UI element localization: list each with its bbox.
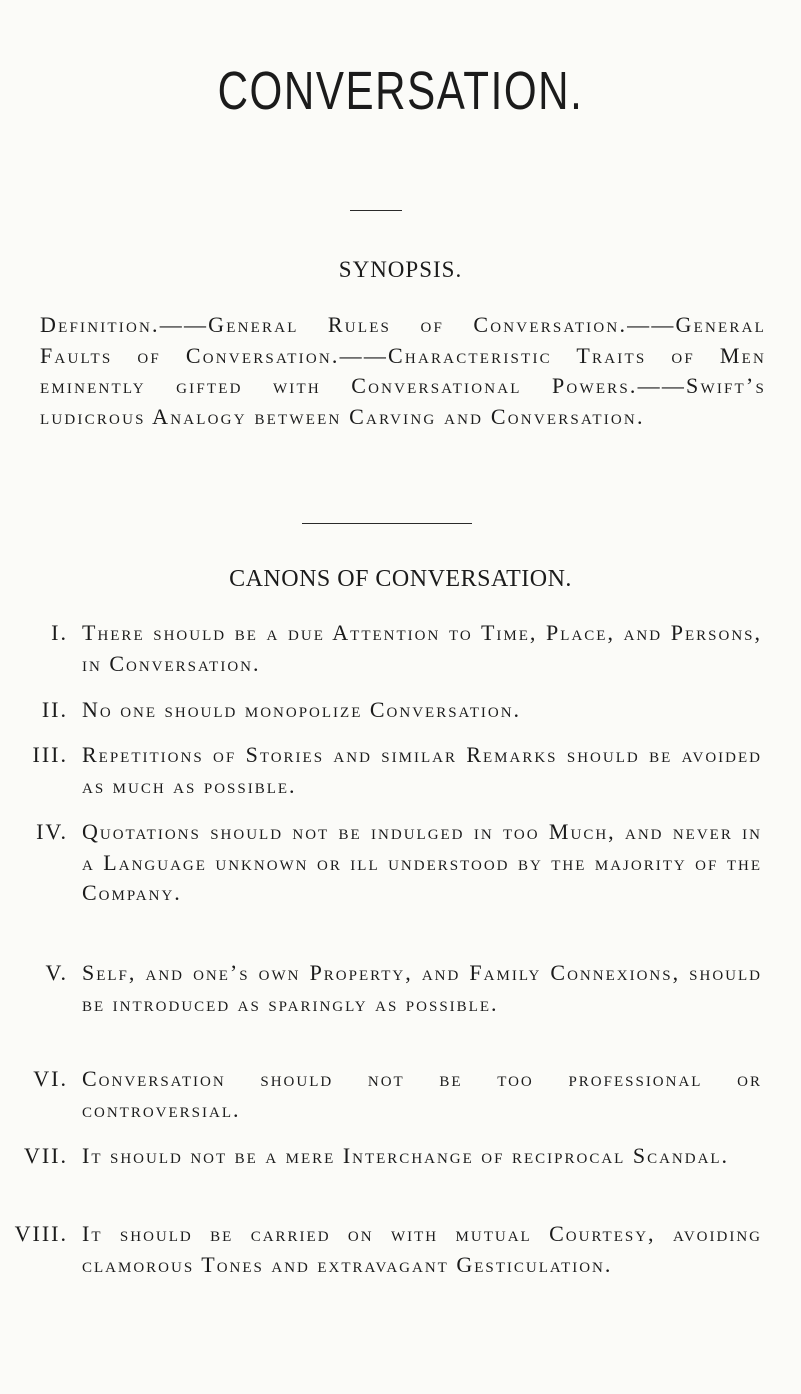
section-divider (302, 523, 472, 524)
canon-text: Repetitions of Stories and similar Remarks should be avoided as much as possible. (82, 742, 762, 798)
canon-number: II. (41, 697, 68, 722)
canon-text: It should not be a mere Interchange of reciprocal Scandal. (82, 1143, 730, 1168)
canon-text: It should be carried on with mutual Courtesy, avoiding clamorous Tones and extravagant Gesticulation. (82, 1221, 762, 1277)
canon-text: Conversation should not be too professional or controversial. (82, 1066, 762, 1122)
canon-text: No one should monopolize Conversation. (82, 697, 522, 722)
canon-number: III. (32, 742, 68, 767)
canon-number: IV. (36, 819, 68, 844)
canon-number: VI. (33, 1066, 68, 1091)
canon-text: Self, and one’s own Property, and Family Connexions, should be introduced as sparingly as possible. (82, 960, 762, 1016)
canon-number: I. (51, 620, 68, 645)
synopsis-text: Definition.——General Rules of Conversation.——General Faults of Conversation.——Characteristic Traits of Men eminently gifted with Conversational Powers.——Swift’s ludicrous Analogy between Carving and Conversation. (40, 312, 766, 429)
title-divider (350, 210, 402, 211)
synopsis-heading: SYNOPSIS. (338, 257, 463, 282)
canons-heading: CANONS OF CONVERSATION. (229, 566, 572, 592)
canon-text: There should be a due Attention to Time, Place, and Persons, in Conversation. (82, 620, 762, 676)
page-title: CONVERSATION. (217, 61, 584, 121)
canon-text: Quotations should not be indulged in too Much, and never in a Language unknown or ill understood by the majority of the Company. (82, 819, 762, 905)
canon-number: VIII. (14, 1221, 68, 1246)
canon-number: VII. (23, 1143, 68, 1168)
canon-number: V. (45, 960, 68, 985)
